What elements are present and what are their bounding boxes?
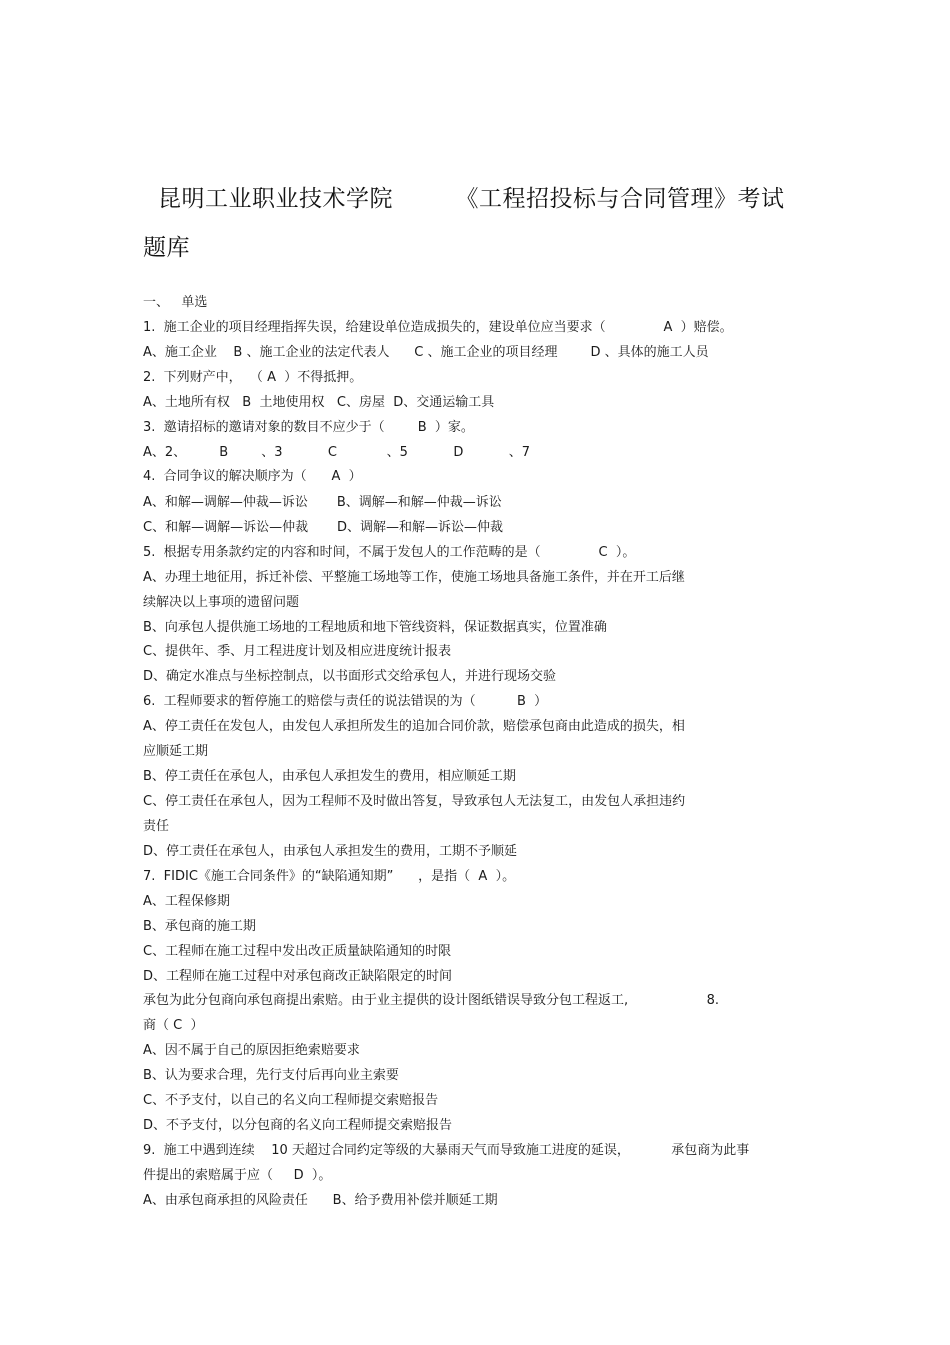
option-line: C、停工责任在承包人，因为工程师不及时做出答复，导致承包人无法复工，由发包人承担违约 (143, 794, 686, 809)
question-line: 承包为此分包商向承包商提出索赔。由于业主提供的设计图纸错误导致分包工程返工, 8. (143, 993, 720, 1008)
option-line: A、办理土地征用，拆迁补偿、平整施工场地等工作，使施工场地具备施工条件，并在开工后继 (143, 570, 685, 585)
question-line: 商（ C ） (143, 1018, 204, 1033)
option-line: 续解决以上事项的遗留问题 (143, 595, 300, 610)
option-line: B、向承包人提供施工场地的工程地质和地下管线资料，保证数据真实，位置准确 (143, 620, 607, 635)
option-line: D、工程师在施工过程中对承包商改正缺陷限定的时间 (143, 969, 453, 984)
section-heading: 一、 单选 (143, 295, 208, 310)
option-line: A、和解—调解—仲裁—诉讼 B、调解—和解—仲裁—诉讼 (143, 495, 502, 510)
option-line: A、因不属于自己的原因拒绝索赔要求 (143, 1043, 360, 1058)
option-line: A、2、 B 、3 C 、5 D 、7 (143, 445, 531, 460)
option-line: C、工程师在施工过程中发出改正质量缺陷通知的时限 (143, 944, 452, 959)
option-line: A、土地所有权 B 土地使用权 C、房屋 D、交通运输工具 (143, 395, 495, 410)
question-line: 件提出的索赔属于应（ D ）。 (143, 1168, 332, 1183)
option-line: B、停工责任在承包人，由承包人承担发生的费用，相应顺延工期 (143, 769, 516, 784)
question-line: 4. 合同争议的解决顺序为（ A ） (143, 469, 362, 484)
option-line: 责任 (143, 819, 170, 834)
question-line: 5. 根据专用条款约定的内容和时间，不属于发包人的工作范畴的是（ C ）。 (143, 545, 636, 560)
option-line: C、不予支付，以自己的名义向工程师提交索赔报告 (143, 1093, 439, 1108)
question-line: 6. 工程师要求的暂停施工的赔偿与责任的说法错误的为（ B ） (143, 694, 548, 709)
document-title-line-2: 题库 (143, 235, 190, 261)
option-line: D、停工责任在承包人，由承包人承担发生的费用，工期不予顺延 (143, 844, 518, 859)
option-line: A、施工企业 B 、施工企业的法定代表人 C 、施工企业的项目经理 D 、具体的施工人员 (143, 345, 709, 360)
option-line: C、和解—调解—诉讼—仲裁 D、调解—和解—诉讼—仲裁 (143, 520, 504, 535)
question-line: 2. 下列财产中， （ A ）不得抵押。 (143, 370, 363, 385)
document-title-line-1: 昆明工业职业技术学院 《工程招投标与合同管理》考试 (158, 186, 785, 212)
option-line: A、工程保修期 (143, 894, 230, 909)
option-line: A、由承包商承担的风险责任 B、给予费用补偿并顺延工期 (143, 1193, 498, 1208)
question-line: 1. 施工企业的项目经理指挥失误，给建设单位造成损失的，建设单位应当要求（ A ）赔偿。 (143, 320, 733, 335)
option-line: B、认为要求合理，先行支付后再向业主索要 (143, 1068, 399, 1083)
question-line: 7. FIDIC《施工合同条件》的“缺陷通知期” ，是指（ A ）。 (143, 869, 516, 884)
option-line: 应顺延工期 (143, 744, 209, 759)
option-line: D、确定水准点与坐标控制点，以书面形式交给承包人，并进行现场交验 (143, 669, 557, 684)
option-line: B、承包商的施工期 (143, 919, 256, 934)
option-line: D、不予支付，以分包商的名义向工程师提交索赔报告 (143, 1118, 453, 1133)
option-line: C、提供年、季、月工程进度计划及相应进度统计报表 (143, 644, 452, 659)
option-line: A、停工责任在发包人，由发包人承担所发生的追加合同价款，赔偿承包商由此造成的损失，相 (143, 719, 685, 734)
question-line: 3. 邀请招标的邀请对象的数目不应少于（ B ）家。 (143, 420, 474, 435)
question-line: 9. 施工中遇到连续 10 天超过合同约定等级的大暴雨天气而导致施工进度的延误， 承包商为此事 (143, 1143, 750, 1158)
